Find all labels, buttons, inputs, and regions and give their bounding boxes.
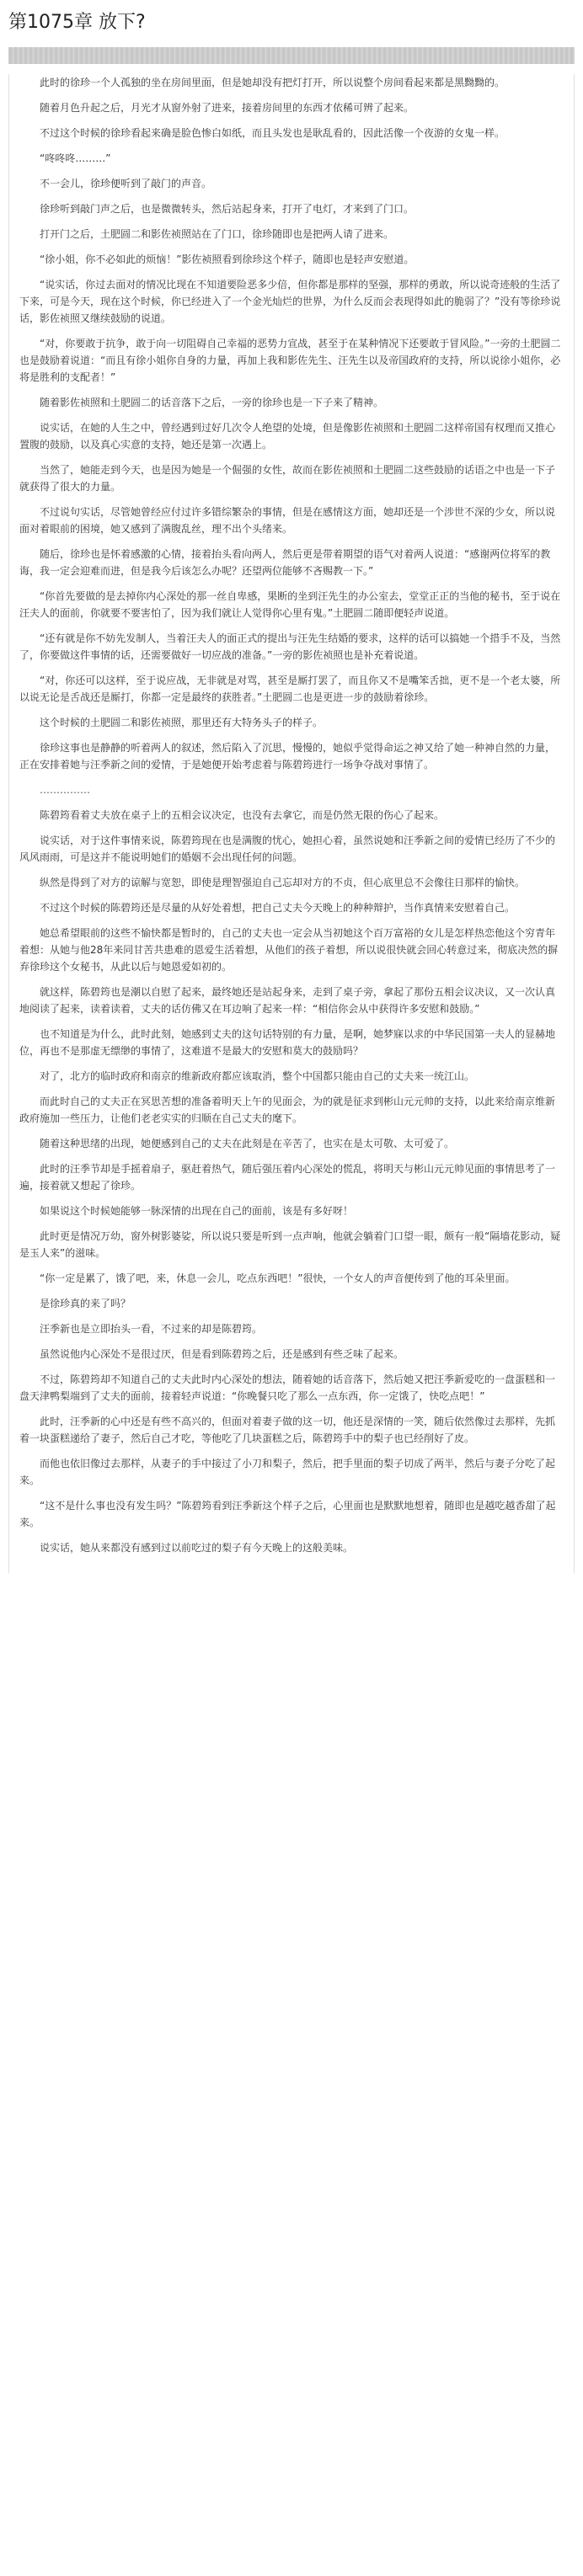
paragraph: 汪季新也是立即抬头一看，不过来的却是陈碧筠。 (40, 1323, 263, 1335)
paragraph: “你一定是累了，饿了吧，来，休息一会儿，吃点东西吧！”很快，一个女人的声音便传到了他的耳朵里面。 (40, 1272, 516, 1284)
paragraph: 也不知道是为什么，此时此刻，她感到丈夫的这句话特别的有力量，是啊，她梦寐以求的中华民国第一夫人的显赫地位，再也不是那虚无缥缈的事情了，这难道不是最大的安慰和莫大的鼓励吗？ (19, 1028, 556, 1057)
paragraph: 而此时自己的丈夫正在冥思苦想的准备着明天上午的见面会，为的就是征求到彬山元元帅的支持，以此来给南京维新政府施加一些压力，让他们老老实实的归顺在自己丈夫的麾下。 (19, 1096, 556, 1124)
paragraph: 此时的徐珍一个人孤独的坐在房间里面，但是她却没有把灯打开，所以说整个房间看起来都是黑黝黝的。 (40, 77, 505, 88)
paragraph: 对了，北方的临时政府和南京的维新政府都应该取消，整个中国都只能由自己的丈夫来一统江山。 (40, 1070, 475, 1082)
paragraph: 徐珍这事也是静静的听着两人的叙述，然后陷入了沉思，慢慢的，她似乎觉得命运之神又给了她一种神自然的力量，正在安排着她与汪季新之间的爱情，于是她便开始考虑着与陈碧筠进行一场争夺战对事情了。 (19, 742, 556, 771)
paragraph: 说实话，在她的人生之中，曾经遇到过好几次令人绝望的处境，但是像影佐祯照和土肥圆二这样帝国有权理而又推心置腹的鼓励，以及真心实意的支持，她还是第一次遇上。 (19, 422, 556, 451)
paragraph: 不过说句实话，尽管她曾经应付过许多错综繁杂的事情，但是在感情这方面，她却还是一个涉世不深的少女，所以说面对着眼前的困境，她又感到了满腹乱丝，理不出个头绪来。 (19, 506, 556, 535)
paragraph: 不一会儿，徐珍便听到了敲门的声音。 (40, 178, 212, 189)
paragraph: 陈碧筠看着丈夫放在桌子上的五相会议决定，也没有去拿它，而是仍然无限的伤心了起来。 (40, 809, 445, 821)
paragraph: “对，你要敢于抗争，敢于向一切阻碍自己幸福的恶势力宣战，甚至于在某种情况下还要敢于冒风险。”一旁的土肥圆二也是鼓励着说道：“而且有徐小姐你自身的力量，再加上我和影佐先生、汪先生以及帝国政府的支持，所以说徐小姐你，必将是胜利的支配者！” (19, 338, 561, 383)
chapter-divider-bar (8, 47, 575, 64)
paragraph: 就这样，陈碧筠也是潮以自慰了起来，最终她还是站起身来，走到了桌子旁，拿起了那份五相会议决议，又一次认真地阅读了起来，读着读着，丈夫的话仿佛又在耳边响了起来一样：“相信你会从中获得许多安慰和鼓励。” (19, 986, 556, 1015)
paragraph: 随着这种思绪的出现，她便感到自己的丈夫在此刻是在辛苦了，也实在是太可敬、太可爱了。 (40, 1138, 455, 1149)
paragraph: 说实话，对于这件事情来说，陈碧筠现在也是满腹的忧心，她担心着，虽然说她和汪季新之间的爱情已经历了不少的风风雨雨，可是这并不能说明她们的婚姻不会出现任何的问题。 (19, 835, 556, 863)
paragraph: “你首先要做的是去掉你内心深处的那一丝自卑感，果断的坐到汪先生的办公室去，堂堂正正的当他的秘书，至于说在汪夫人的面前，你就要不要害怕了，因为我们就让人觉得你心里有鬼。”土肥圆二随即便轻声说道。 (19, 590, 561, 619)
page (0, 10, 583, 2576)
paragraph: “对，你还可以这样，至于说应战，无非就是对骂，甚至是厮打罢了，而且你又不是嘴笨舌拙，更不是一个老太婆，所以说无论是舌战还是厮打，你都一定是最终的获胜者。”土肥圆二也是更进一步的鼓励着徐珍。 (19, 675, 561, 703)
paragraph: 而他也依旧像过去那样，从妻子的手中接过了小刀和梨子，然后，把手里面的梨子切成了两半，然后与妻子分吃了起来。 (19, 1458, 556, 1486)
paragraph: 如果说这个时候她能够一脉深情的出现在自己的面前，该是有多好呀！ (40, 1205, 354, 1217)
paragraph: 此时的汪季节却是手摇着扇子，驱赶着热气，随后强压着内心深处的慌乱，将明天与彬山元元帅见面的事情思考了一遍，接着就又想起了徐珍。 (19, 1163, 556, 1192)
paragraph: “这不是什么事也没有发生吗？”陈碧筠看到汪季新这个样子之后，心里面也是默默地想着，随即也是越吃越香甜了起来。 (19, 1500, 556, 1528)
paragraph: 纵然是得到了对方的谅解与宽恕，即使是理智强迫自己忘却对方的不贞，但心底里总不会像往日那样的愉快。 (40, 877, 526, 888)
paragraph: 这个时候的土肥圆二和影佐祯照，那里还有大特务头子的样子。 (40, 717, 324, 728)
paragraph: 当然了，她能走到今天，也是因为她是一个倔强的女性，故而在影佐祯照和土肥圆二这些鼓励的话语之中也是一下子就获得了很大的力量。 (19, 464, 556, 493)
paragraph: 此时更是情况万幼，窗外树影婆娑，所以说只要是听到一点声响，他就会躺着门口望一眼，颇有一般“隔墙花影动，疑是玉人来”的滋味。 (19, 1230, 561, 1259)
paragraph: 她总希望眼前的这些不愉快都是暂时的，自己的丈夫也一定会从当初她这个百万富裕的女儿是怎样热恋他这个穷青年着想：从她与他28年来同甘苦共患难的恩爱生活着想，从他们的孩子着想，所以说很快就会回心转意过来，彻底决然的摒弃徐珍这个女秘书，从此以后与她恩爱如初的。 (19, 927, 559, 973)
paragraph: 不过这个时候的徐珍看起来确是脸色惨白如纸，而且头发也是耿乱看的，因此活像一个夜游的女鬼一样。 (40, 127, 505, 139)
paragraph: 是徐珍真的来了吗？ (40, 1298, 131, 1309)
paragraph: 打开门之后，土肥圆二和影佐祯照站在了门口，徐珍随即也是把两人请了进来。 (40, 228, 394, 240)
paragraph: “还有就是你不妨先发制人，当着汪夫人的面正式的提出与汪先生结婚的要求，这样的话可以搞她一个措手不及，当然了，你要做这件事情的话，还需要做好一切应战的准备。”一旁的影佐祯照也是补充着说道。 (19, 632, 561, 661)
chapter-content (8, 74, 575, 1573)
paragraph: 虽然说他内心深处不是很过厌，但是看到陈碧筠之后，还是感到有些乏味了起来。 (40, 1348, 404, 1360)
paragraph: “咚咚咚………” (40, 152, 111, 164)
paragraph: “说实话，你过去面对的情况比现在不知道要险恶多少倍，但你都是那样的坚强，那样的勇敢，所以说奇迹般的生活了下来，可是今天，现在这个时候，你已经进入了一个金光灿烂的世界，为什么反而会表现得如此的脆弱了？”没有等徐珍说话，影佐祯照又继续鼓励的说道。 (19, 279, 561, 324)
paragraph: 不过，陈碧筠却不知道自己的丈夫此时内心深处的想法，随着她的话音落下，然后她又把汪季新爱吃的一盘蛋糕和一盘天津鸭梨端到了丈夫的面前，接着轻声说道：“你晚餐只吃了那么一点东西，你一定饿了，快吃点吧！” (19, 1373, 556, 1402)
paragraph: …………… (40, 784, 90, 796)
paragraph: “徐小姐，你不必如此的烦恼！”影佐祯照看到徐珍这个样子，随即也是轻声安慰道。 (40, 253, 415, 265)
paragraph: 随后，徐珍也是怀着感激的心情，接着抬头看向两人，然后更是带着期望的语气对着两人说道：“感谢两位将军的教诲，我一定会迎难而进，但是我今后该怎么办呢？还望两位能够不吝赐教一下。” (19, 548, 551, 577)
paragraph: 此时，汪季新的心中还是有些不高兴的，但面对着妻子做的这一切，他还是深情的一笑，随后依然像过去那样，先抓着一块蛋糕递给了妻子，然后自己才吃，等他吃了几块蛋糕之后，陈碧筠手中的梨子也已经削好了皮。 (19, 1416, 556, 1444)
chapter-title: 第1075章 放下? (8, 12, 146, 33)
paragraph: 不过这个时候的陈碧筠还是尽量的从好处着想，把自己丈夫今天晚上的种种辩护，当作真情来安慰着自己。 (40, 902, 516, 914)
paragraph: 说实话，她从来都没有感到过以前吃过的梨子有今天晚上的这般美味。 (40, 1542, 354, 1554)
paragraph: 随着月色升起之后，月光才从窗外射了进来，接着房间里的东西才依稀可辨了起来。 (40, 102, 415, 114)
paragraph: 徐珍听到敲门声之后，也是微微转头，然后站起身来，打开了电灯，才来到了门口。 (40, 203, 415, 215)
paragraph: 随着影佐祯照和土肥圆二的话音落下之后，一旁的徐珍也是一下子来了精神。 (40, 397, 384, 408)
